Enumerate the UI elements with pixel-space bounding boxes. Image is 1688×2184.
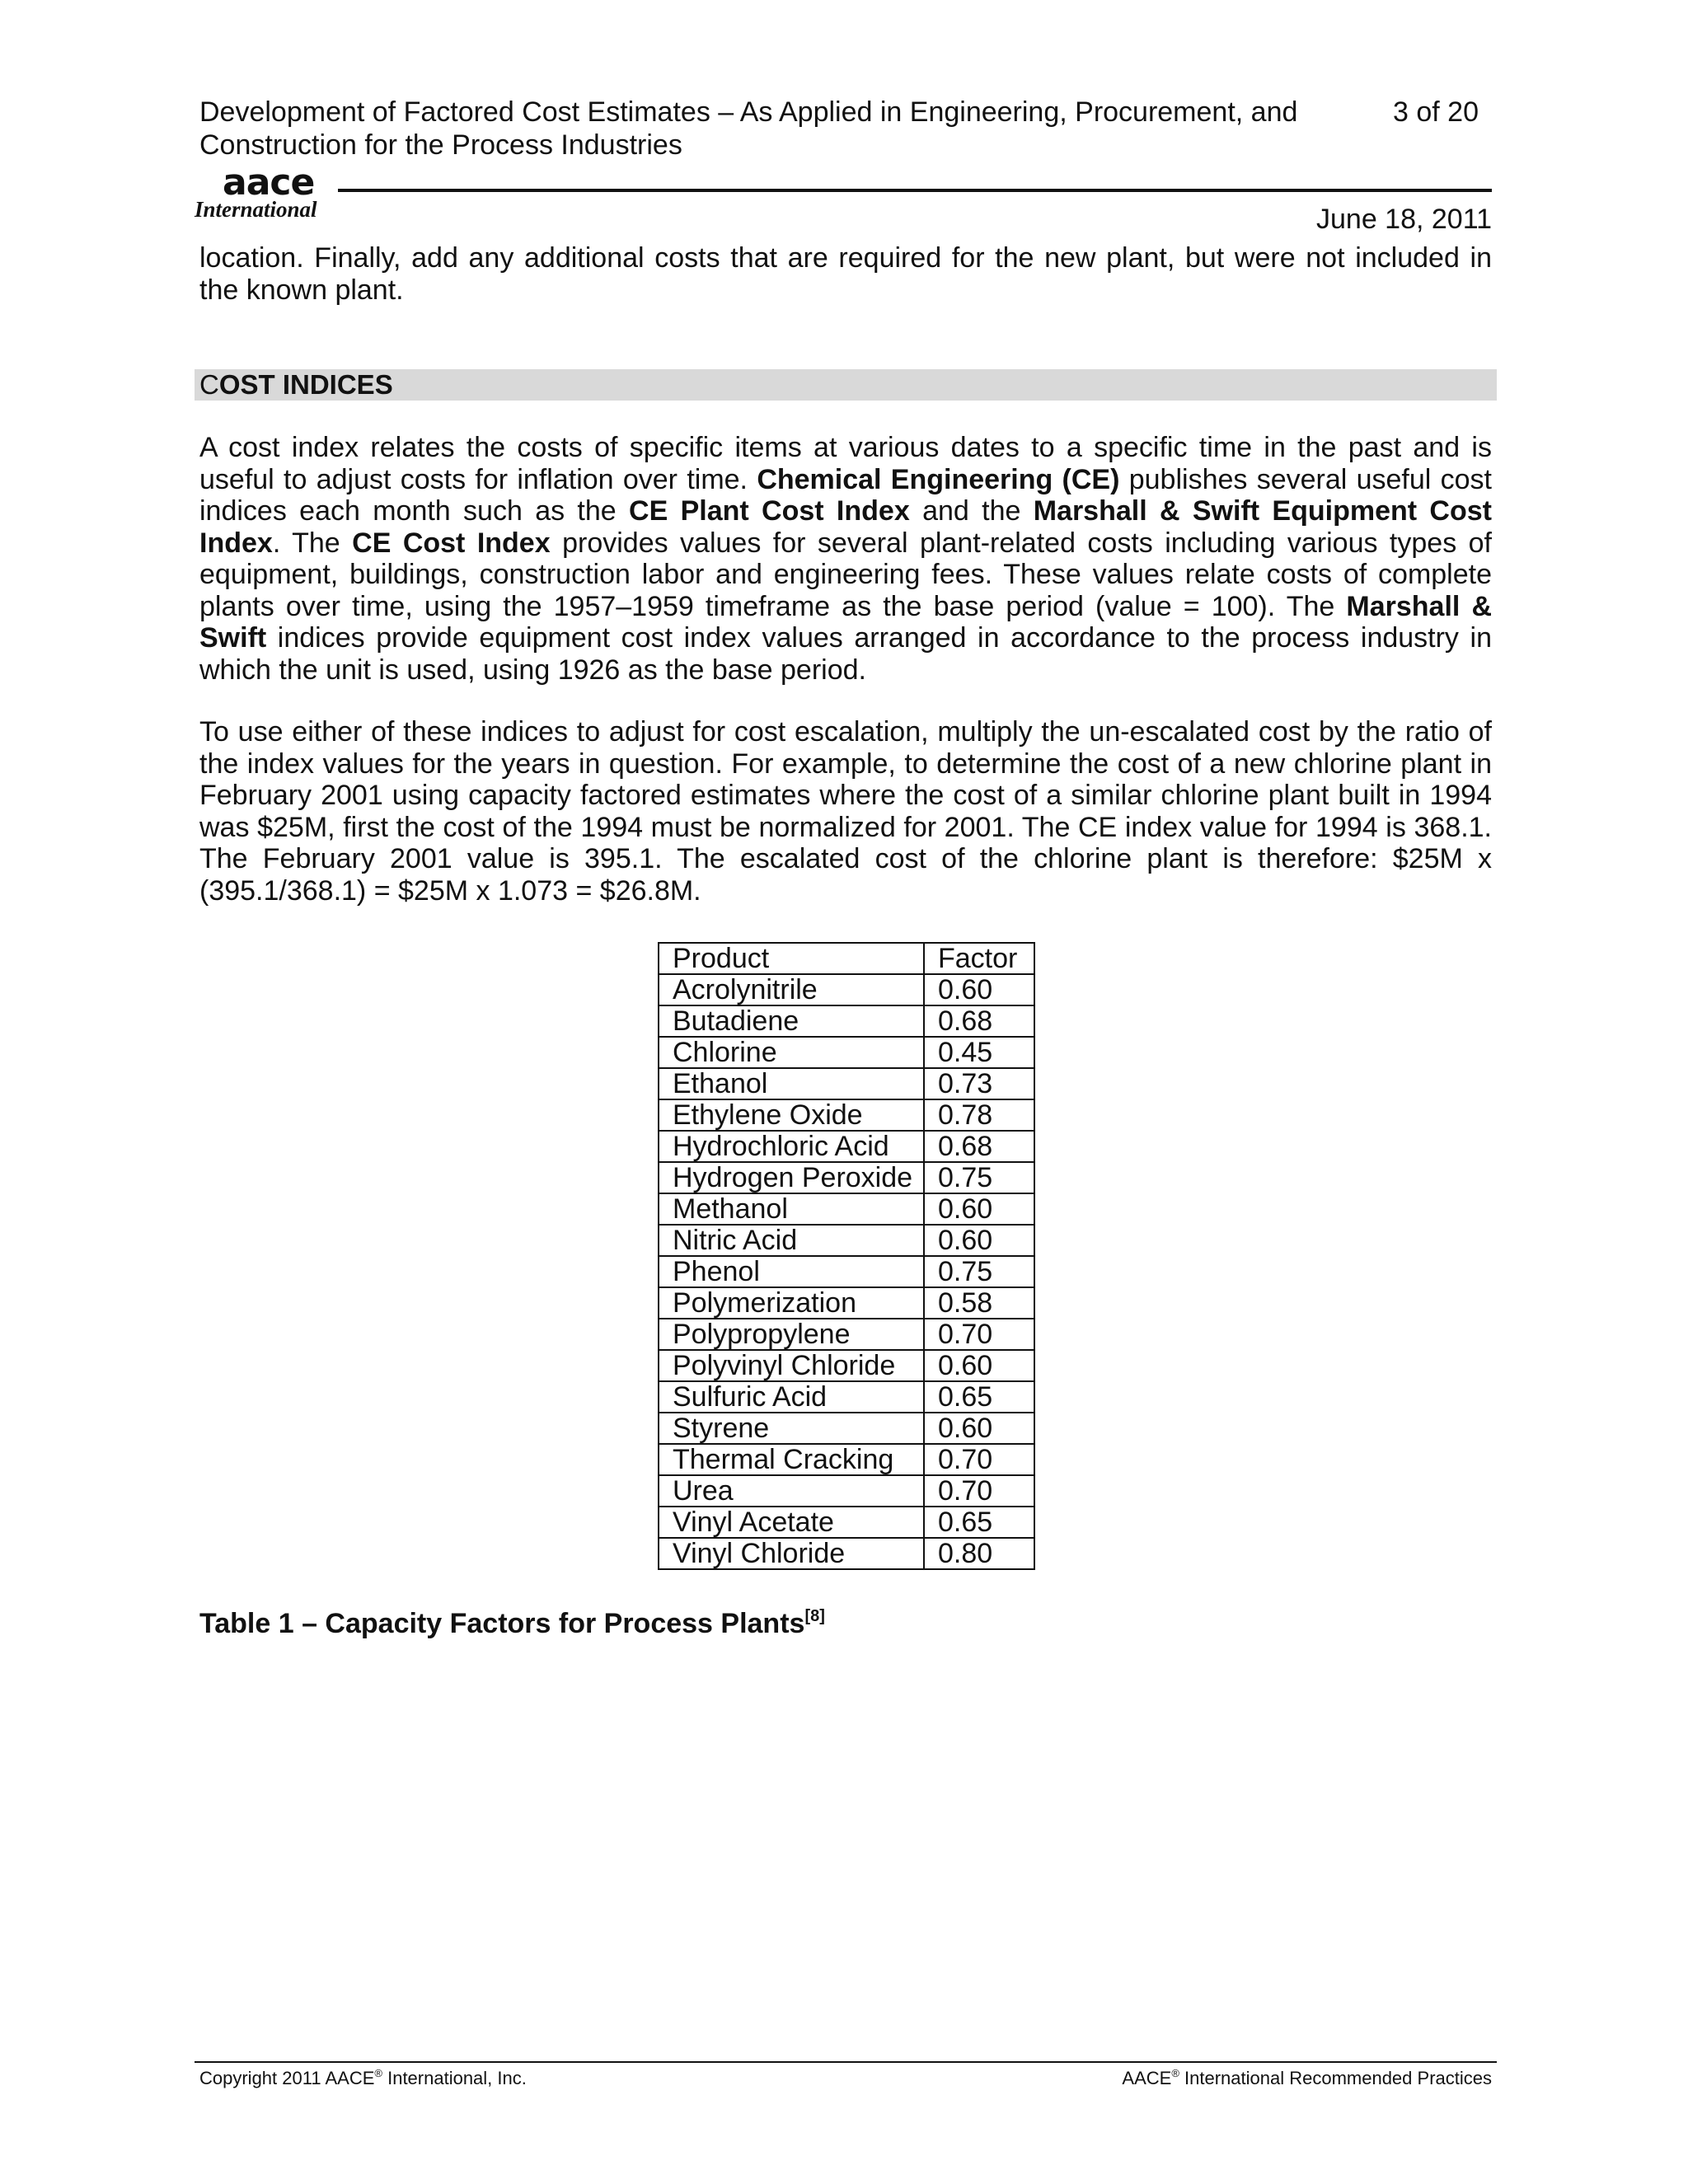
factor-cell: 0.73 — [924, 1068, 1034, 1099]
caption-text: Table 1 – Capacity Factors for Process Plants — [199, 1608, 805, 1639]
bold-term-ce: Chemical Engineering (CE) — [757, 463, 1120, 495]
text-run: . The — [272, 527, 353, 559]
product-cell: Ethylene Oxide — [659, 1099, 924, 1131]
product-cell: Vinyl Acetate — [659, 1507, 924, 1538]
text-run: indices provide equipment cost index values arranged in accordance to the process industry in which the unit is used, using 1926 as the base period. — [199, 622, 1492, 686]
product-cell: Vinyl Chloride — [659, 1538, 924, 1569]
text-run: and the — [909, 495, 1034, 527]
footer-copyright — [199, 2067, 527, 2090]
factor-cell: 0.58 — [924, 1287, 1034, 1319]
table-row — [659, 1225, 1034, 1256]
table-caption — [199, 1607, 825, 1640]
table-row — [659, 1538, 1034, 1569]
aace-logo — [195, 162, 343, 224]
footer-text: AACE — [1122, 2068, 1172, 2088]
table-row — [659, 974, 1034, 1005]
product-cell: Ethanol — [659, 1068, 924, 1099]
section-title-rest: OST INDICES — [218, 369, 393, 400]
factor-cell: 0.65 — [924, 1507, 1034, 1538]
page-number: 3 of 20 — [1393, 96, 1479, 128]
column-header-factor: Factor — [924, 943, 1034, 974]
bold-term-marshall-swift-index: Marshall & Swift Equipment Cost Index — [199, 495, 1492, 559]
product-cell: Acrolynitrile — [659, 974, 924, 1005]
product-cell: Urea — [659, 1475, 924, 1507]
footer-rule — [195, 2061, 1497, 2063]
factor-cell: 0.60 — [924, 974, 1034, 1005]
bold-term-marshall-swift: Marshall & Swift — [199, 590, 1492, 654]
footer-text: International, Inc. — [382, 2068, 527, 2088]
table-row — [659, 1475, 1034, 1507]
factor-cell: 0.60 — [924, 1350, 1034, 1381]
factor-cell: 0.60 — [924, 1413, 1034, 1444]
table-row — [659, 1256, 1034, 1287]
bold-term-ce-plant-cost-index: CE Plant Cost Index — [629, 495, 910, 527]
factor-cell: 0.60 — [924, 1193, 1034, 1225]
product-cell: Hydrochloric Acid — [659, 1131, 924, 1162]
product-cell: Sulfuric Acid — [659, 1381, 924, 1413]
table-row — [659, 1381, 1034, 1413]
product-cell: Hydrogen Peroxide — [659, 1162, 924, 1193]
table-row — [659, 1444, 1034, 1475]
registered-mark: ® — [1171, 2067, 1179, 2079]
table-row — [659, 1319, 1034, 1350]
caption-reference: [8] — [804, 1607, 825, 1625]
footer-text: International Recommended Practices — [1179, 2068, 1492, 2088]
factor-cell: 0.70 — [924, 1319, 1034, 1350]
factor-cell: 0.78 — [924, 1099, 1034, 1131]
product-cell: Polypropylene — [659, 1319, 924, 1350]
factor-cell: 0.45 — [924, 1037, 1034, 1068]
product-cell: Butadiene — [659, 1005, 924, 1037]
factor-cell: 0.68 — [924, 1131, 1034, 1162]
factor-cell: 0.70 — [924, 1475, 1034, 1507]
product-cell: Styrene — [659, 1413, 924, 1444]
product-cell: Nitric Acid — [659, 1225, 924, 1256]
footer-text: Copyright 2011 AACE — [199, 2068, 375, 2088]
product-cell: Polymerization — [659, 1287, 924, 1319]
logo-text: aace — [223, 162, 315, 204]
text-run: publishes several useful cost indices each month such as the — [199, 463, 1492, 527]
footer-series — [989, 2067, 1492, 2090]
bold-term-ce-cost-index: CE Cost Index — [352, 527, 551, 559]
section-heading-bar — [195, 369, 1497, 401]
text-run: A cost index relates the costs of specific items at various dates to a specific time in the past and is useful to adjust costs for inflation over time. — [199, 432, 1492, 495]
capacity-factors-table — [658, 942, 1035, 1570]
table-row — [659, 1413, 1034, 1444]
product-cell: Thermal Cracking — [659, 1444, 924, 1475]
cost-index-paragraph — [199, 432, 1492, 686]
product-cell: Phenol — [659, 1256, 924, 1287]
product-cell: Chlorine — [659, 1037, 924, 1068]
factor-cell: 0.75 — [924, 1256, 1034, 1287]
table-row — [659, 1507, 1034, 1538]
column-header-product: Product — [659, 943, 924, 974]
table-row — [659, 1193, 1034, 1225]
escalation-paragraph: To use either of these indices to adjust for cost escalation, multiply the un-escalated cost by the ratio of the index values for the years in question. For example, to determine the cost of a new chlorine plant in February 2001 using capacity factored estimates where the cost of a similar chlorine plant built in 1994 was $25M, first the cost of the 1994 must be normalized for 2001. The CE index value for 1994 is 368.1. The February 2001 value is 395.1. The escalated cost of the chlorine plant is therefore: $25M x (395.1/368.1) = $25M x 1.073 = $26.8M. — [199, 716, 1492, 907]
section-title-initial: C — [199, 369, 219, 400]
table-row — [659, 1131, 1034, 1162]
factor-cell: 0.60 — [924, 1225, 1034, 1256]
logo-subtext: International — [195, 197, 317, 222]
section-title — [199, 369, 393, 401]
header-title: Development of Factored Cost Estimates – As Applied in Engineering, Procurement, and Construction for the Process Industries — [199, 96, 1298, 161]
intro-paragraph: location. Finally, add any additional costs that are required for the new plant, but were not included in the known plant. — [199, 242, 1492, 306]
table-row — [659, 1068, 1034, 1099]
header-date: June 18, 2011 — [1316, 204, 1492, 235]
product-cell: Polyvinyl Chloride — [659, 1350, 924, 1381]
factor-cell: 0.80 — [924, 1538, 1034, 1569]
factor-cell: 0.65 — [924, 1381, 1034, 1413]
table-row — [659, 1005, 1034, 1037]
registered-mark: ® — [374, 2067, 382, 2079]
factor-cell: 0.68 — [924, 1005, 1034, 1037]
table-header-row — [659, 943, 1034, 974]
table-row — [659, 1099, 1034, 1131]
table-row — [659, 1162, 1034, 1193]
table-row — [659, 1037, 1034, 1068]
product-cell: Methanol — [659, 1193, 924, 1225]
text-run: provides values for several plant-related costs including various types of equipment, buildings, construction labor and engineering fees. These values relate costs of complete plants over time, using the 1957–1959 timeframe as the base period (value = 100). The — [199, 527, 1493, 622]
header-rule — [338, 189, 1492, 192]
factor-cell: 0.75 — [924, 1162, 1034, 1193]
factor-cell: 0.70 — [924, 1444, 1034, 1475]
table-row — [659, 1287, 1034, 1319]
table-row — [659, 1350, 1034, 1381]
